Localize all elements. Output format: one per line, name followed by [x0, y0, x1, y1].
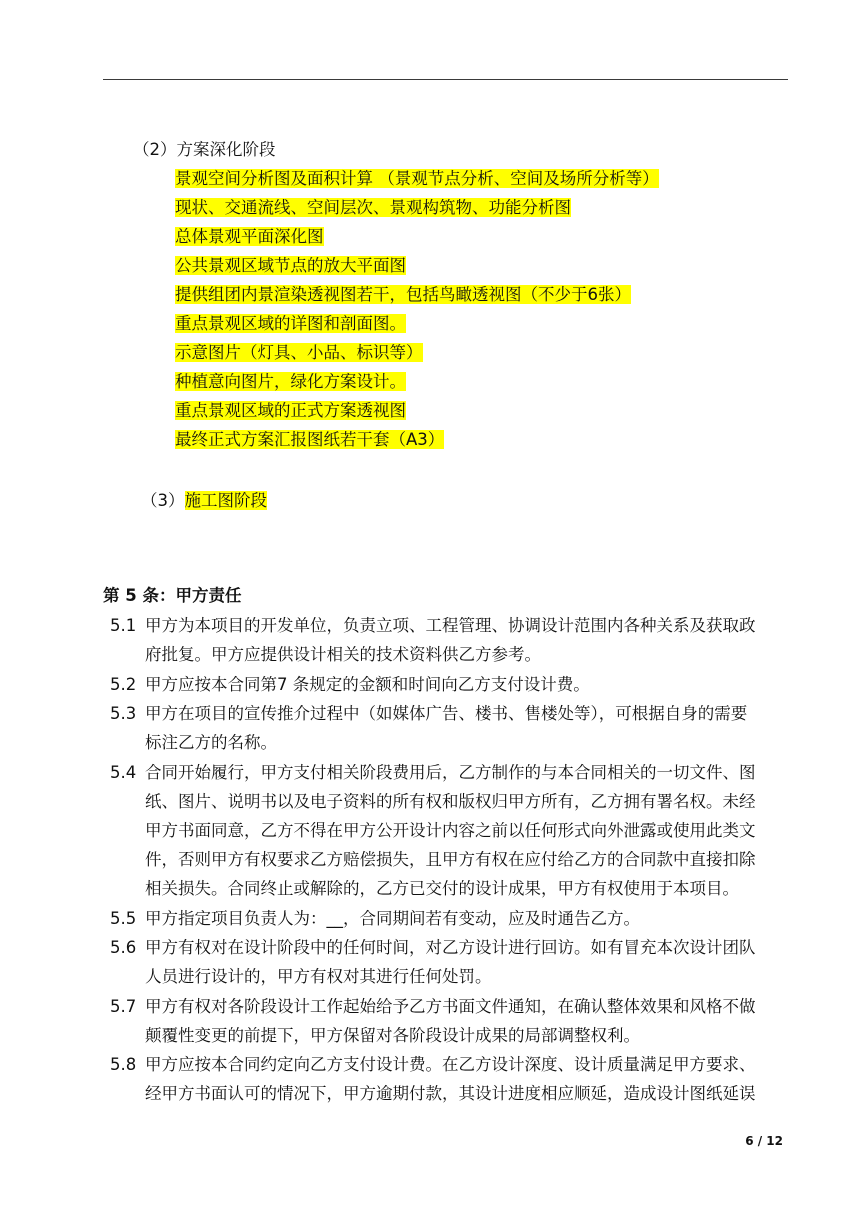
clause-text-line: 甲方书面同意，乙方不得在甲方公开设计内容之前以任何形式向外泄露或使用此类文 [145, 821, 756, 840]
clause-text-line: 颠覆性变更的前提下，甲方保留对各阶段设计成果的局部调整权利。 [145, 1026, 640, 1045]
clause-text-line: 甲方指定项目负责人为：__，合同期间若有变动，应及时通告乙方。 [145, 909, 640, 928]
phase-2-item: 现状、交通流线、空间层次、景观构筑物、功能分析图 [175, 198, 571, 217]
clause-text-line: 人员进行设计的，甲方有权对其进行任何处罚。 [145, 967, 492, 986]
phase-2-item: 景观空间分析图及面积计算 （景观节点分析、空间及场所分析等） [175, 169, 659, 188]
phase-2-title: （2）方案深化阶段 [133, 140, 276, 159]
clause-text-line: 纸、图片、说明书以及电子资料的所有权和版权归甲方所有，乙方拥有署名权。未经 [145, 792, 756, 811]
clause-text-line: 件，否则甲方有权要求乙方赔偿损失，且甲方有权在应付给乙方的合同款中直接扣除 [145, 850, 756, 869]
clause-text-line: 相关损失。合同终止或解除的，乙方已交付的设计成果，甲方有权使用于本项目。 [145, 879, 739, 898]
clause-text-line: 甲方有权对在设计阶段中的任何时间，对乙方设计进行回访。如有冒充本次设计团队 [145, 938, 756, 957]
clause-text-line: 甲方应按本合同第7 条规定的金额和时间向乙方支付设计费。 [145, 675, 590, 694]
clause-number: 5.5 [110, 909, 137, 928]
clause-number: 5.7 [110, 997, 137, 1016]
phase-2-item: 提供组团内景渲染透视图若干，包括鸟瞰透视图（不少于6张） [175, 285, 631, 304]
clause-number: 5.3 [110, 704, 137, 723]
clause-number: 5.1 [110, 616, 137, 635]
clause-number: 5.6 [110, 938, 137, 957]
clause-number: 5.8 [110, 1055, 137, 1074]
phase-2-item: 示意图片（灯具、小品、标识等） [175, 343, 423, 362]
phase-3-title [141, 489, 267, 513]
phase-3-label: 施工图阶段 [184, 491, 267, 510]
phase-2-item: 重点景观区域的详图和剖面图。 [175, 314, 406, 333]
phase-2-item: 公共景观区域节点的放大平面图 [175, 256, 406, 275]
clause-text-line: 标注乙方的名称。 [145, 733, 277, 752]
clause-text-line: 甲方为本项目的开发单位，负责立项、工程管理、协调设计范围内各种关系及获取政 [145, 616, 756, 635]
clause-text-line: 经甲方书面认可的情况下，甲方逾期付款，其设计进度相应顺延，造成设计图纸延误 [145, 1084, 756, 1103]
phase-3-prefix: （3） [141, 491, 185, 510]
clause-number: 5.4 [110, 763, 137, 782]
section-5-title: 第 5 条：甲方责任 [103, 586, 242, 605]
clause-text-line: 甲方在项目的宣传推介过程中（如媒体广告、楼书、售楼处等），可根据自身的需要 [145, 704, 748, 723]
clause-text-line: 府批复。甲方应提供设计相关的技术资料供乙方参考。 [145, 645, 541, 664]
header-rule [103, 79, 788, 80]
phase-2-item: 总体景观平面深化图 [175, 227, 324, 246]
clause-text-line: 甲方应按本合同约定向乙方支付设计费。在乙方设计深度、设计质量满足甲方要求、 [145, 1055, 756, 1074]
phase-2-item: 最终正式方案汇报图纸若干套（A3） [175, 430, 445, 449]
clause-text-line: 合同开始履行，甲方支付相关阶段费用后，乙方制作的与本合同相关的一切文件、图 [145, 763, 756, 782]
clause-number: 5.2 [110, 675, 137, 694]
page-number: 6 / 12 [745, 1134, 783, 1148]
clause-text-line: 甲方有权对各阶段设计工作起始给予乙方书面文件通知，在确认整体效果和风格不做 [145, 997, 756, 1016]
phase-2-item: 重点景观区域的正式方案透视图 [175, 401, 406, 420]
phase-2-item: 种植意向图片，绿化方案设计。 [175, 372, 406, 391]
